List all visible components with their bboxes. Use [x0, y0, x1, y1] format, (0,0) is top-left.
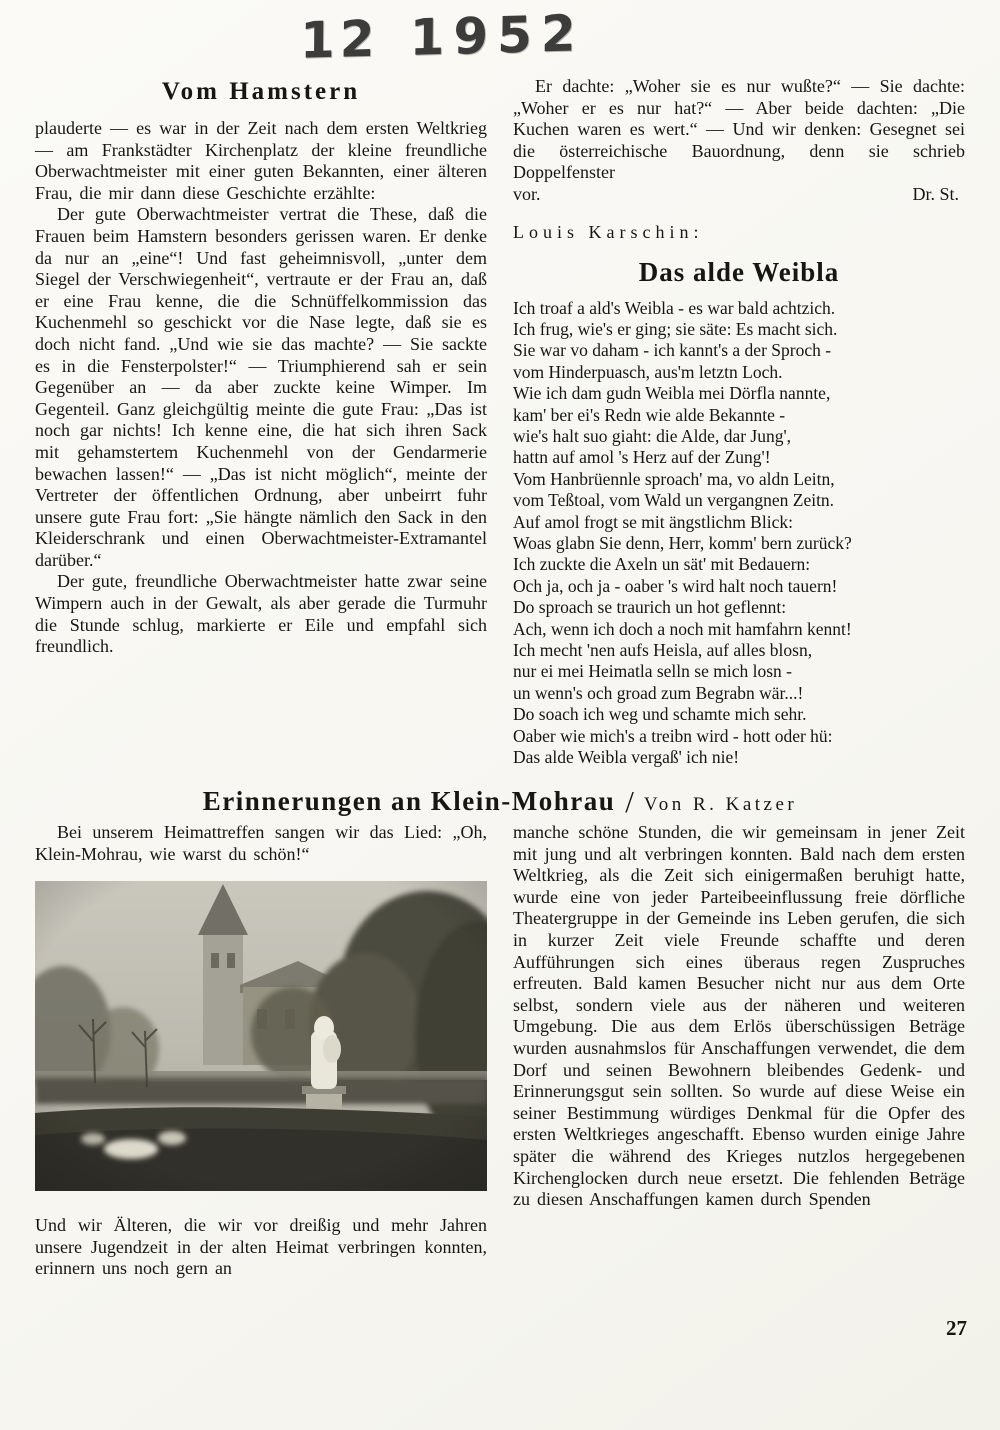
poem-line: Do soach ich weg und schamte mich sehr.	[513, 704, 807, 725]
title-separator: /	[625, 784, 634, 819]
poem-line: kam' ber ei's Redn wie alde Bekannte -	[513, 404, 786, 425]
poem-line: Ich troaf a ald's Weibla - es war bald achtzich.	[513, 297, 836, 318]
poem-line: vom Teßtoal, vom Wald un vergangnen Zeitn.	[513, 490, 835, 511]
poem-line: Sie war vo daham - ich kannt's a der Sproch -	[513, 340, 832, 361]
paragraph-last-word: vor.	[513, 183, 541, 204]
left-column	[35, 76, 487, 769]
hamstern-paragraph-3: Der gute, freundliche Oberwachtmeister hatte zwar seine Wimpern auch in der Gewalt, als aber gerade die Turmuhr die Stunde schlug, markierte er Eile und empfahl sich freundlich.	[35, 571, 487, 657]
hamstern-paragraph-1: plauderte — es war in der Zeit nach dem ersten Weltkrieg — am Frankstädter Kirchenplatz der kleine freundliche Oberwachtmeister mit einer guten Bekannten, einer älteren Frau, die mir dann diese Geschichte erzählte:	[35, 118, 487, 203]
poem-line: Oaber wie mich's a treibn wird - hott oder hü:	[513, 725, 833, 746]
date-stamp	[299, 4, 585, 70]
poem-line: vom Hinderpuasch, aus'm letztn Loch.	[513, 361, 783, 382]
left-column-bottom	[35, 822, 487, 1280]
right-column-bottom	[513, 822, 965, 1280]
article-title-vom-hamstern: Vom Hamstern	[161, 78, 361, 105]
poem-line: Wie ich dam gudn Weibla mei Dörfla nannte,	[513, 383, 831, 404]
page-number: 27	[946, 1316, 967, 1340]
stamp-year: 1952	[409, 4, 585, 67]
poem-line: Auf amol frogt se mit ängstlichm Blick:	[513, 511, 793, 532]
article-byline: Von R. Katzer	[643, 794, 798, 815]
kuchen-paragraph: Er dachte: „Woher sie es nur wußte?“ — Sie dachte: „Woher er es nur hat?“ — Aber beide dachten: „Die Kuchen waren es wert.“ — Und wir denken: Gesegnet sei die österreichische Bauordnung, denn sie schrieb Doppelfenster	[513, 76, 965, 183]
hamstern-paragraph-2: Der gute Oberwachtmeister vertrat die These, daß die Frauen beim Hamstern besonders gerissen waren. Er denke da nur an „eine“! Und fast geheimnisvoll, „unter dem Siegel der Verschwiegenheit“, vertraute er der Frau an, daß er eine Frau kenne, die die Schnüffelkommission das Kuchenmehl so geschickt vor die Nase legte, daß sie es doch nicht fand. „Und wie sie das machte? — Sie sackte es in die Fensterpolster!“ — Triumphierend sah er sein Gegenüber an — da aber zuckte keine Wimper. Im Gegenteil. Ganz gleichgültig meinte die gute Frau: „Das ist noch gar nichts! Ich kenne eine, die hat sich ihren Sack mit gehamstertem Kuchenmehl von der Gendarmerie bewachen lassen!“ — „Das ist nicht möglich“, meinte der Vertreter der öffentlichen Ordnung, aber unbeirrt fuhr unsere gute Frau fort: „Sie hängte nämlich den Sack in den Kleiderschrank und einen Oberwachtmeister-Extramantel darüber.“	[35, 204, 487, 570]
poem-line: hattn auf amol 's Herz auf der Zung'!	[513, 447, 771, 468]
author-signature: Dr. St.	[912, 183, 959, 204]
poem-line: Och ja, och ja - oaber 's wird halt noch tauern!	[513, 575, 838, 596]
poem-line: un wenn's och groad zum Begrabn wär...!	[513, 682, 804, 703]
poem-line: Vom Hanbrüennle sproach' ma, vo aldn Leitn,	[513, 468, 835, 489]
monument-photo-illustration	[35, 881, 487, 1191]
stamp-month: 12	[299, 9, 380, 70]
article-title-klein-mohrau: Erinnerungen an Klein-Mohrau	[202, 786, 616, 816]
article-header-klein-mohrau	[0, 784, 1000, 820]
mohrau-paragraph-1: Bei unserem Heimattreffen sangen wir das Lied: „Oh, Klein-Mohrau, wie warst du schön!“	[35, 822, 487, 864]
poem-line: nur ei mei Heimatla selln se mich losn -	[513, 661, 792, 682]
poem-line: Do sproach se traurich un hot geflennt:	[513, 597, 787, 618]
monument-photo	[35, 881, 487, 1191]
signature-line	[513, 184, 965, 206]
right-column	[513, 76, 965, 769]
poem-das-alde-weibla	[513, 298, 965, 769]
poem-line: Ich frug, wie's er ging; sie säte: Es macht sich.	[513, 318, 838, 339]
poem-line: Ich zuckte die Axeln un sät' mit Bedauern:	[513, 554, 811, 575]
top-section	[35, 76, 965, 769]
mohrau-paragraph-2: Und wir Älteren, die wir vor dreißig und mehr Jahren unsere Jugendzeit in der alten Heimat verbringen konnten, erinnern uns noch gern an	[35, 1215, 487, 1279]
poem-line: Woas glabn Sie denn, Herr, komm' bern zurück?	[513, 533, 852, 554]
mohrau-paragraph-right: manche schöne Stunden, die wir gemeinsam in jener Zeit mit jung und alt verbringen konnten. Bald nach dem ersten Weltkrieg, als die Zeit sich einigermaßen beruhigt hatte, wurde eine von jeder Parteibeeinflussung freie dörfliche Theatergruppe in der Gemeinde ins Leben gerufen, die sich in kurzer Zeit viele Freunde schaffte und deren Aufführungen sich eines überaus regen Zuspruches erfreuten. Bald kamen Besucher nicht nur aus dem Orte selbst, sondern viele aus der näheren und weiteren Umgebung. Die aus dem Erlös überschüssigen Beträge wurden ausnahmslos für Anschaffungen verwendet, die dem Dorf und seinen Bewohnern bleibendes Gedenk- und Erinnerungsgut sein sollten. So wurde auf diese Weise ein seiner Bestimmung würdiges Denkmal für die Opfer des ersten Weltkrieges angeschafft. Ebenso wurden einige Jahre später die während des Krieges nutzlos hergegebenen Kirchenglocken durch neue ersetzt. Die fehlenden Beträge zu diesen Anschaffungen kamen durch Spenden	[513, 822, 965, 1210]
poem-line: Das alde Weibla vergaß' ich nie!	[513, 747, 740, 768]
poem-line: Ach, wenn ich doch a noch mit hamfahrn kennt!	[513, 618, 852, 639]
poem-author: Louis Karschin:	[513, 221, 704, 242]
poem-line: wie's halt suo giaht: die Alde, dar Jung',	[513, 426, 792, 446]
poem-title: Das alde Weibla	[638, 256, 840, 287]
bottom-section	[35, 822, 965, 1280]
poem-line: Ich mecht 'nen aufs Heisla, auf alles blosn,	[513, 640, 813, 661]
